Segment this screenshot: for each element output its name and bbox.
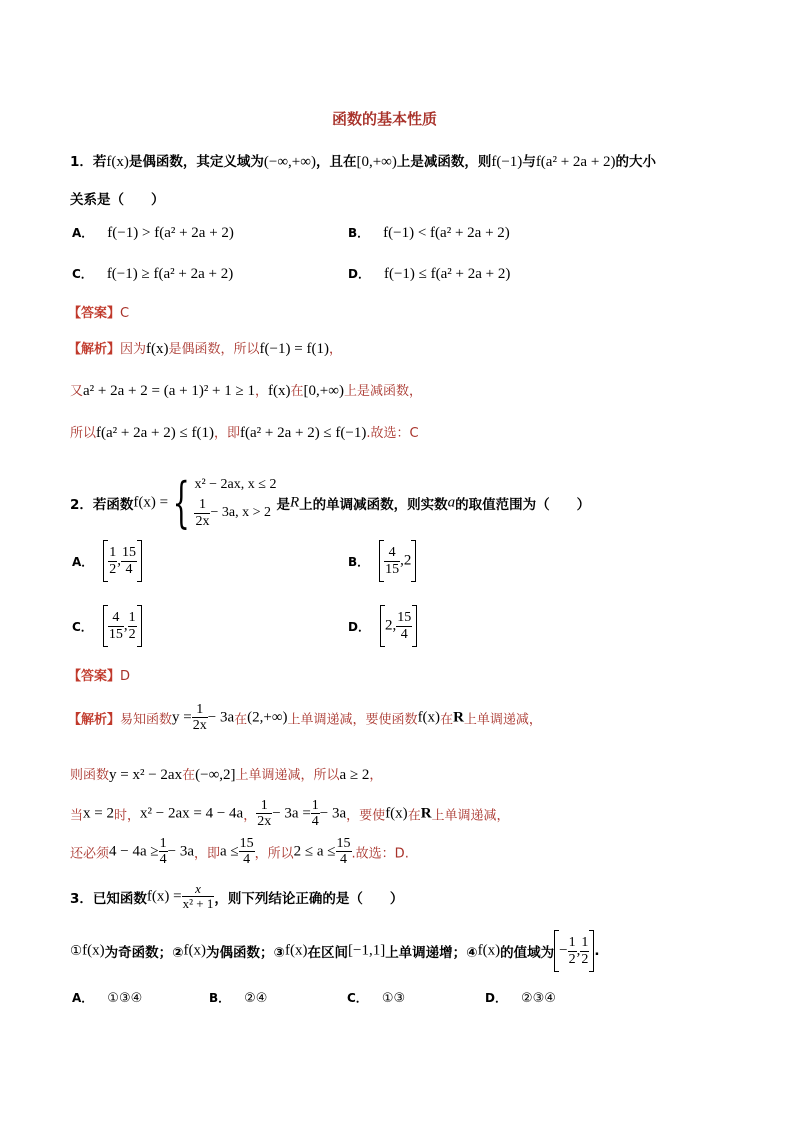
q3-option-d-text: ②③④ [520,991,556,1006]
q2-text-2: 上的单调减函数，则实数 [299,497,448,513]
q2-answer-tag: 【答案】 [68,669,121,684]
q2-s2f: a ≥ 2 [339,767,370,783]
q2-b-d1: 15 [385,561,400,577]
q2-option-b-label: B． [348,554,370,569]
q2-s2a: 则函数 [70,768,110,783]
q2-s2d: (−∞,2] [195,767,236,783]
q2-s4b: 4 − 4a ≥ [109,843,159,860]
q3-option-b-label: B． [209,991,231,1005]
q1-s3a: 所以 [70,426,97,441]
q1-option-a-label: A． [72,226,94,240]
q2-piecewise-brace: { [172,471,190,534]
q1-s1e: ， [328,342,342,357]
q2-answer [68,665,130,684]
q2-case-1: x² − 2ax, x ≤ 2 [194,477,277,493]
q3-option-b[interactable] [209,989,267,1006]
q2-c-n1: 4 [112,610,120,626]
q3-c2t: 为偶函数；③ [206,945,285,961]
q2-case-2: − 3a, x > 2 [210,505,271,520]
q3-option-d[interactable] [485,989,556,1006]
q2-s3b: x = 2 [83,805,114,822]
q1-analysis-line3 [70,422,419,442]
q2-prefix: 2．若函数 [70,497,134,513]
q2-a-n2: 15 [122,545,137,561]
q2-analysis-line1: 【解析】易知函数y = $\frac{1}{2x}$ − 3a在(2,+∞)上单调递减，要使函数f(x)在R上单调递减， [68,702,542,734]
q2-case2-num: 1 [198,497,206,513]
q2-a: a [447,494,456,511]
q1-s3e: .故选：C [366,426,419,441]
q3-c3i: [−1,1] [347,942,386,959]
q2-a-d1: 2 [109,561,117,577]
q1-s2c: ， [255,384,269,399]
q3-c4f: f(x) [477,942,501,959]
q1-option-b-label: B． [348,226,370,240]
q3-c3t2: 上单调递增；④ [385,945,478,961]
q2-s1a: 易知函数 [120,712,173,728]
q2-s4f: ，所以 [254,846,294,862]
q2-c-d1: 15 [108,626,123,642]
q2-b-v2: 2 [403,552,412,569]
q2-s1b: y = [172,709,192,726]
q1-domain: (−∞,+∞) [263,154,316,170]
q2-option-d[interactable]: D． 2, $\frac{15}{4}$ [348,605,417,647]
q1-option-a-expr: f(−1) > f(a² + 2a + 2) [107,225,234,241]
q1-answer-tag: 【答案】 [68,306,121,321]
q3-option-c[interactable] [347,989,405,1006]
q2-case2-frac [194,497,210,529]
q1-option-a[interactable] [72,224,234,242]
q2-s3e: ， [243,808,257,824]
q3-c4n2: 1 [581,935,589,951]
q2-s3a: 当 [70,808,84,824]
q2-option-b[interactable]: B． $\frac{4}{15}$ ,2 [348,540,416,582]
q3-c3t: 在区间 [307,945,348,961]
q1-text-2: ，且在 [315,154,357,170]
q2-d-n2: 15 [397,610,412,626]
q2-s1h: 在 [440,712,454,728]
q2-text-1: 是 [276,497,290,513]
q3-c3f: f(x) [284,942,308,959]
bracket-right-icon [137,540,142,582]
q2-s3j: 在 [407,808,421,824]
q2-c-d2: 2 [128,626,136,642]
q3-option-c-text: ①③ [381,991,406,1006]
q2-s3g: − 3a [319,805,347,822]
q3-option-a-label: A． [72,991,94,1005]
q2-s3k: R [420,805,432,822]
q3-c1: ① [70,943,83,959]
q1-analysis-tag: 【解析】 [68,342,121,357]
q2-s1c: − 3a [207,709,235,726]
q3-option-b-text: ②④ [244,991,268,1006]
q2-s3d: x² − 2ax = 4 − 4a [140,805,244,822]
q1-f-neg1: f(−1) [491,154,523,170]
q2-a-d2: 4 [121,561,137,577]
q1-fx: f(x) [106,154,129,170]
q1-s3c: ，即 [213,426,240,441]
q1-analysis-line1 [68,338,342,358]
q1-s2g: 上是减函数， [343,384,422,399]
q1-s1a: 因为 [120,342,147,357]
q2-s3l: 上单调递减， [431,808,510,824]
q1-f-a: f(a² + 2a + 2) [535,154,616,170]
q2-s1i: R [453,709,464,726]
question-1-stem [70,150,656,171]
q2-s1g: f(x) [417,709,441,726]
q1-s1b: f(x) [146,341,169,357]
q2-s3i: f(x) [385,805,408,822]
q1-text-5: 的大小 [615,154,657,170]
q1-interval: [0,+∞) [356,154,397,170]
q3-text-1: ，则下列结论正确的是（ ） [214,890,404,907]
q1-s2a: 又 [70,384,84,399]
bracket-right-icon [412,605,417,647]
question-2-stem [70,471,591,534]
q1-s2b: a² + 2a + 2 = (a + 1)² + 1 ≥ 1 [83,383,256,399]
q1-prefix: 1．若 [70,154,107,170]
q2-s1f: 上单调递减，要使函数 [287,712,418,728]
q1-option-c-expr: f(−1) ≥ f(a² + 2a + 2) [106,266,234,282]
q2-s2c: 在 [182,768,196,783]
q1-text-4: 与 [522,154,536,170]
q3-c1f: f(x) [82,942,105,959]
q2-s2e: 上单调递减，所以 [235,768,340,783]
q2-s2g: ， [369,768,383,783]
q1-s1c: 是偶函数，所以 [168,342,260,357]
q1-option-d-label: D． [348,267,370,281]
q2-s1j: 上单调递减， [463,712,542,728]
q1-text-3: 上是减函数，则 [396,154,492,170]
q2-s4h: .故选：D. [351,846,409,862]
q3-fx: f(x) = [146,888,182,905]
q1-text-1: 是偶函数，其定义域为 [128,154,264,170]
q2-s4c: − 3a [167,843,194,860]
q2-R: R [289,494,300,511]
q2-analysis-tag: 【解析】 [68,712,121,728]
q2-analysis-line4: 还必须4 − 4a ≥ $\frac{1}{4}$ − 3a，即a ≤ $\frac{15}{4}$ ，所以2 ≤ a ≤ $\frac{15}{4}$ .故选：D. [70,836,409,868]
q1-analysis-line2 [70,380,422,400]
q2-case2-den: 2x [195,513,210,529]
q2-analysis-line3: 当x = 2时，x² − 2ax = 4 − 4a， $\frac{1}{2x}$ − 3a = $\frac{1}{4}$ − 3a，要使f(x)在R上单调递减， [70,798,510,830]
q3-option-c-label: C． [347,991,368,1005]
q2-s4g: 2 ≤ a ≤ [293,843,336,860]
q2-option-c-label: C． [72,619,93,634]
q3-c4n1: 1 [568,935,576,951]
q3-c4t: 的值域为 [500,945,555,961]
q1-answer [68,302,129,321]
q2-option-d-label: D． [348,619,370,634]
q2-fx: f(x) = [133,494,169,511]
q1-s1d: f(−1) = f(1) [259,341,329,357]
q2-text-3: 的取值范围为（ ） [455,497,591,513]
q1-s2e: 在 [290,384,304,399]
q2-answer-value: D [120,669,131,684]
q3-prefix: 3．已知函数 [70,890,147,907]
q3-option-d-label: D． [485,991,507,1005]
q2-b-n1: 4 [388,545,396,561]
q1-option-d-expr: f(−1) ≤ f(a² + 2a + 2) [383,266,511,282]
q3-c1t: 为奇函数；② [104,945,184,961]
question-3-conclusions: ①f(x)为奇函数；②f(x)为偶函数；③f(x)在区间[−1,1]上单调递增；④f(x)的值域为 − $\frac{1}{2}$ , $\frac{1}{2}$ . [70,930,599,972]
q3-option-a-text: ①③④ [107,991,143,1006]
q3-c4d1: 2 [568,951,576,967]
q3-option-a[interactable] [72,989,142,1006]
q2-d-v1: 2 [384,617,393,634]
q2-s2b: y = x² − 2ax [109,767,183,783]
q2-piecewise [194,477,276,529]
page-title: 函数的基本性质 [332,110,438,128]
q2-s1d: 在 [234,712,248,728]
q2-a-n1: 1 [109,545,117,561]
q1-option-d[interactable] [348,265,510,283]
q1-s3b: f(a² + 2a + 2) ≤ f(1) [96,425,214,441]
q1-answer-value: C [120,306,130,321]
q2-option-a-label: A． [72,554,94,569]
q3-num: x [195,881,201,896]
q2-s3f: − 3a = [272,805,311,822]
q2-option-a[interactable]: A． $\frac{1}{2}$ , $\frac{15}{4}$ [72,540,142,582]
q1-s3d: f(a² + 2a + 2) ≤ f(−1) [239,425,367,441]
q2-s4e: a ≤ [220,843,239,860]
question-3-stem [70,882,403,912]
q1-s2f: [0,+∞) [303,383,344,399]
q1-option-b[interactable] [348,224,510,242]
q2-s3c: 时， [113,808,140,824]
q2-option-c[interactable]: C． $\frac{4}{15}$ , $\frac{1}{2}$ [72,605,142,647]
q2-analysis-line2 [70,764,382,784]
bracket-right-icon [137,605,142,647]
q2-s1e: (2,+∞) [247,709,288,726]
q3-c4d2: 2 [581,951,589,967]
q1-option-b-expr: f(−1) < f(a² + 2a + 2) [383,225,510,241]
q3-c4end: . [594,943,600,959]
q2-c-n2: 1 [128,610,136,626]
q1-option-c[interactable] [72,265,233,283]
q2-s4a: 还必须 [70,846,110,862]
question-1-line2: 关系是（ ） [70,192,165,208]
q3-den: x² + 1 [182,896,214,912]
q2-s3h: ，要使 [346,808,386,824]
q2-d-d2: 4 [396,626,412,642]
q3-c2f: f(x) [183,942,207,959]
q1-option-c-label: C． [72,267,93,281]
q2-s4d: ，即 [194,846,221,862]
bracket-right-icon [411,540,416,582]
q1-s2d: f(x) [268,383,291,399]
q3-c4neg: − [559,942,568,959]
